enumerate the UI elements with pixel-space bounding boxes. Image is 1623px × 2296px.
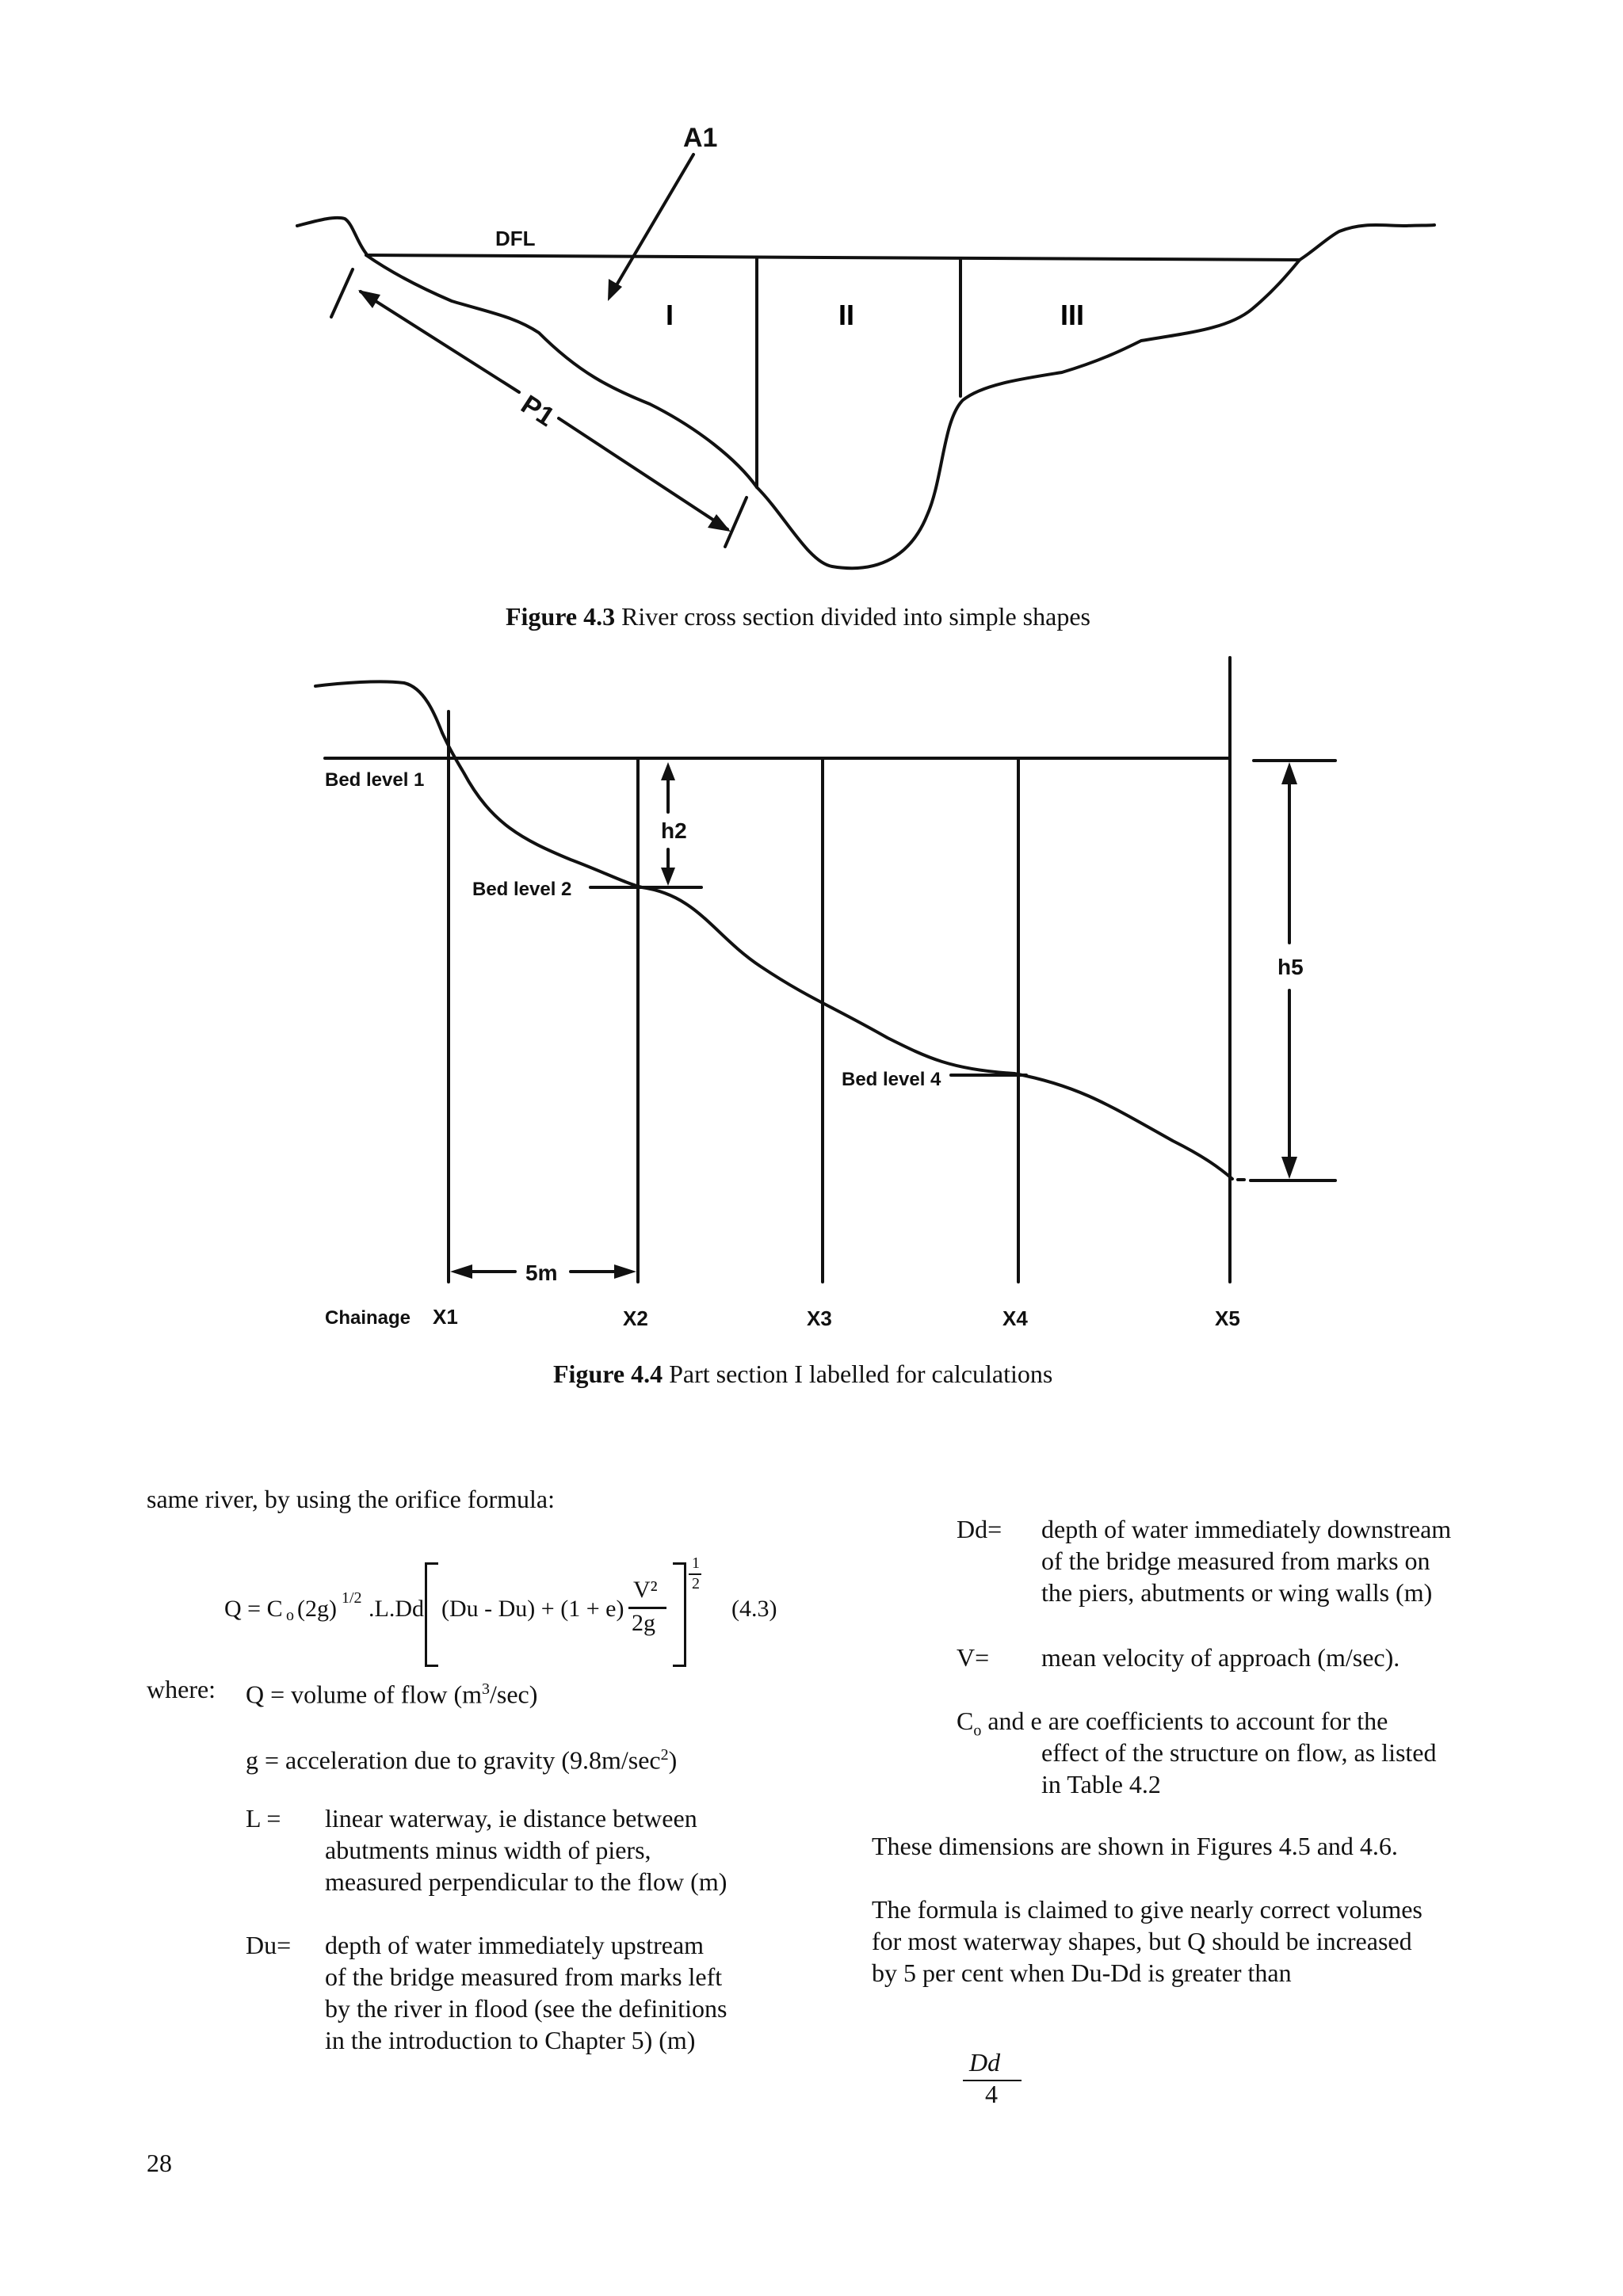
l-definition-line: measured perpendicular to the flow (m)	[325, 1867, 727, 1896]
q-definition	[246, 1673, 537, 1711]
dd-definition-line: depth of water immediately downstream	[1041, 1515, 1452, 1543]
label-bed-level-4: Bed level 4	[842, 1069, 941, 1090]
p1-arrowhead-left	[358, 290, 380, 308]
paragraph-line: The formula is claimed to give nearly correct volumes	[872, 1895, 1423, 1924]
du-definition-line: in the introduction to Chapter 5) (m)	[325, 2026, 696, 2054]
span-arrowhead-left	[450, 1264, 472, 1279]
figure-4-3-diagram	[0, 0, 1623, 602]
paragraph-line: by 5 per cent when Du-Dd is greater than	[872, 1958, 1292, 1987]
coefficients-definition	[1041, 1737, 1437, 1800]
dd-definition-line: of the bridge measured from marks on	[1041, 1547, 1430, 1575]
formula-number: (4.3)	[731, 1596, 777, 1622]
label-span: 5m	[525, 1261, 558, 1285]
formula-inner: (Du - Du) + (1 + e)	[441, 1596, 624, 1622]
dd-definition-line: the piers, abutments or wing walls (m)	[1041, 1578, 1433, 1607]
label-x4: X4	[1002, 1306, 1028, 1330]
label-p1: P1	[515, 389, 560, 433]
a1-arrow-line	[612, 154, 693, 293]
g-definition-sup: 2	[660, 1746, 669, 1764]
v-term: V=	[957, 1643, 990, 1672]
figure-4-4-diagram	[0, 650, 1623, 1347]
right-bank-line	[1300, 225, 1434, 260]
figure-4-4-caption-label: Figure 4.4	[553, 1360, 663, 1388]
label-a1: A1	[683, 123, 718, 153]
label-section-3: III	[1060, 299, 1085, 331]
p1-line-a	[361, 292, 519, 392]
page-number: 28	[147, 2149, 172, 2177]
h2-arrowhead-down	[661, 868, 675, 886]
formula-q: Q = C	[224, 1596, 283, 1622]
bed-profile-line	[442, 733, 1232, 1179]
dd-term: Dd=	[957, 1515, 1002, 1543]
q-definition-sup: 3	[482, 1680, 490, 1698]
figure-4-3-caption	[506, 602, 1090, 631]
formula-frac-bar	[628, 1607, 666, 1609]
formula-bracket-left	[425, 1562, 438, 1667]
bank-top-line	[315, 681, 442, 733]
river-bed-line	[366, 255, 1300, 568]
coefficients-line: in Table 4.2	[1041, 1770, 1161, 1798]
label-section-2: II	[838, 299, 855, 331]
formula-v2: V²	[633, 1577, 658, 1603]
du-definition-line: by the river in flood (see the definitions	[325, 1994, 727, 2023]
formula-body: .L.Dd	[369, 1596, 424, 1622]
g-definition-b: )	[668, 1745, 678, 1775]
label-section-1: I	[666, 299, 674, 331]
coefficients-c: C	[957, 1707, 974, 1735]
figure-4-4-caption	[553, 1360, 1052, 1389]
coefficients-sub: o	[973, 1722, 982, 1740]
coefficients-text: and e are coefficients to account for the	[981, 1707, 1388, 1735]
figure-4-3-caption-label: Figure 4.3	[506, 602, 616, 631]
du-definition-line: of the bridge measured from marks left	[325, 1962, 723, 1991]
label-h5: h5	[1277, 955, 1304, 979]
where-label: where:	[147, 1675, 216, 1703]
v-definition: mean velocity of approach (m/sec).	[1041, 1643, 1400, 1672]
dd-definition	[1041, 1513, 1451, 1608]
formula-exponent: 1/2	[342, 1589, 362, 1607]
l-definition	[325, 1802, 727, 1897]
h5-arrowhead-up	[1281, 762, 1297, 784]
span-arrowhead-right	[614, 1264, 636, 1279]
dfl-line	[366, 255, 1300, 260]
intro-text: same river, by using the orifice formula:	[147, 1485, 555, 1513]
q-definition-b: /sec)	[490, 1680, 538, 1709]
formula-sub-o: o	[286, 1607, 294, 1624]
g-definition-a: g = acceleration due to gravity (9.8m/sec	[246, 1745, 661, 1775]
label-chainage: Chainage	[325, 1307, 411, 1329]
dd-over-4-fraction	[963, 2048, 1026, 2111]
formula-claim-paragraph	[872, 1894, 1423, 1989]
formula-bracket-right	[673, 1562, 686, 1667]
figure-4-3-caption-text: River cross section divided into simple shapes	[615, 602, 1090, 631]
label-bed-level-2: Bed level 2	[472, 879, 572, 900]
p1-right-tick	[725, 498, 747, 547]
formula-4-3	[224, 1554, 779, 1673]
h5-arrowhead-down	[1281, 1157, 1297, 1179]
label-x5: X5	[1215, 1306, 1240, 1330]
label-dfl: DFL	[495, 227, 536, 250]
label-x3: X3	[807, 1306, 832, 1330]
formula-2g-den: 2g	[632, 1610, 655, 1636]
figure-4-4-caption-text: Part section I labelled for calculations	[663, 1360, 1053, 1388]
label-x1: X1	[433, 1305, 458, 1329]
g-definition	[246, 1739, 677, 1776]
l-definition-line: linear waterway, ie distance between	[325, 1804, 697, 1833]
h2-arrowhead-up	[661, 762, 675, 780]
label-x2: X2	[623, 1306, 648, 1330]
label-bed-level-1: Bed level 1	[325, 769, 425, 791]
p1-left-tick	[331, 269, 353, 317]
formula-2g: (2g)	[297, 1596, 337, 1622]
du-definition	[325, 1929, 727, 2056]
q-definition-a: Q = volume of flow (m	[246, 1680, 482, 1709]
formula-half-den: 2	[692, 1575, 700, 1592]
formula-half-num: 1	[692, 1554, 700, 1572]
l-definition-line: abutments minus width of piers,	[325, 1836, 651, 1864]
du-term: Du=	[246, 1931, 292, 1959]
fraction-denominator: 4	[985, 2080, 998, 2108]
fraction-numerator: Dd	[969, 2048, 1001, 2077]
coefficients-line: effect of the structure on flow, as listed	[1041, 1738, 1437, 1767]
paragraph-line: for most waterway shapes, but Q should be increased	[872, 1927, 1412, 1955]
du-definition-line: depth of water immediately upstream	[325, 1931, 705, 1959]
l-term: L =	[246, 1804, 281, 1833]
label-h2: h2	[661, 818, 687, 843]
left-bank-line	[297, 218, 366, 254]
dimensions-paragraph: These dimensions are shown in Figures 4.5 and 4.6.	[872, 1832, 1398, 1860]
